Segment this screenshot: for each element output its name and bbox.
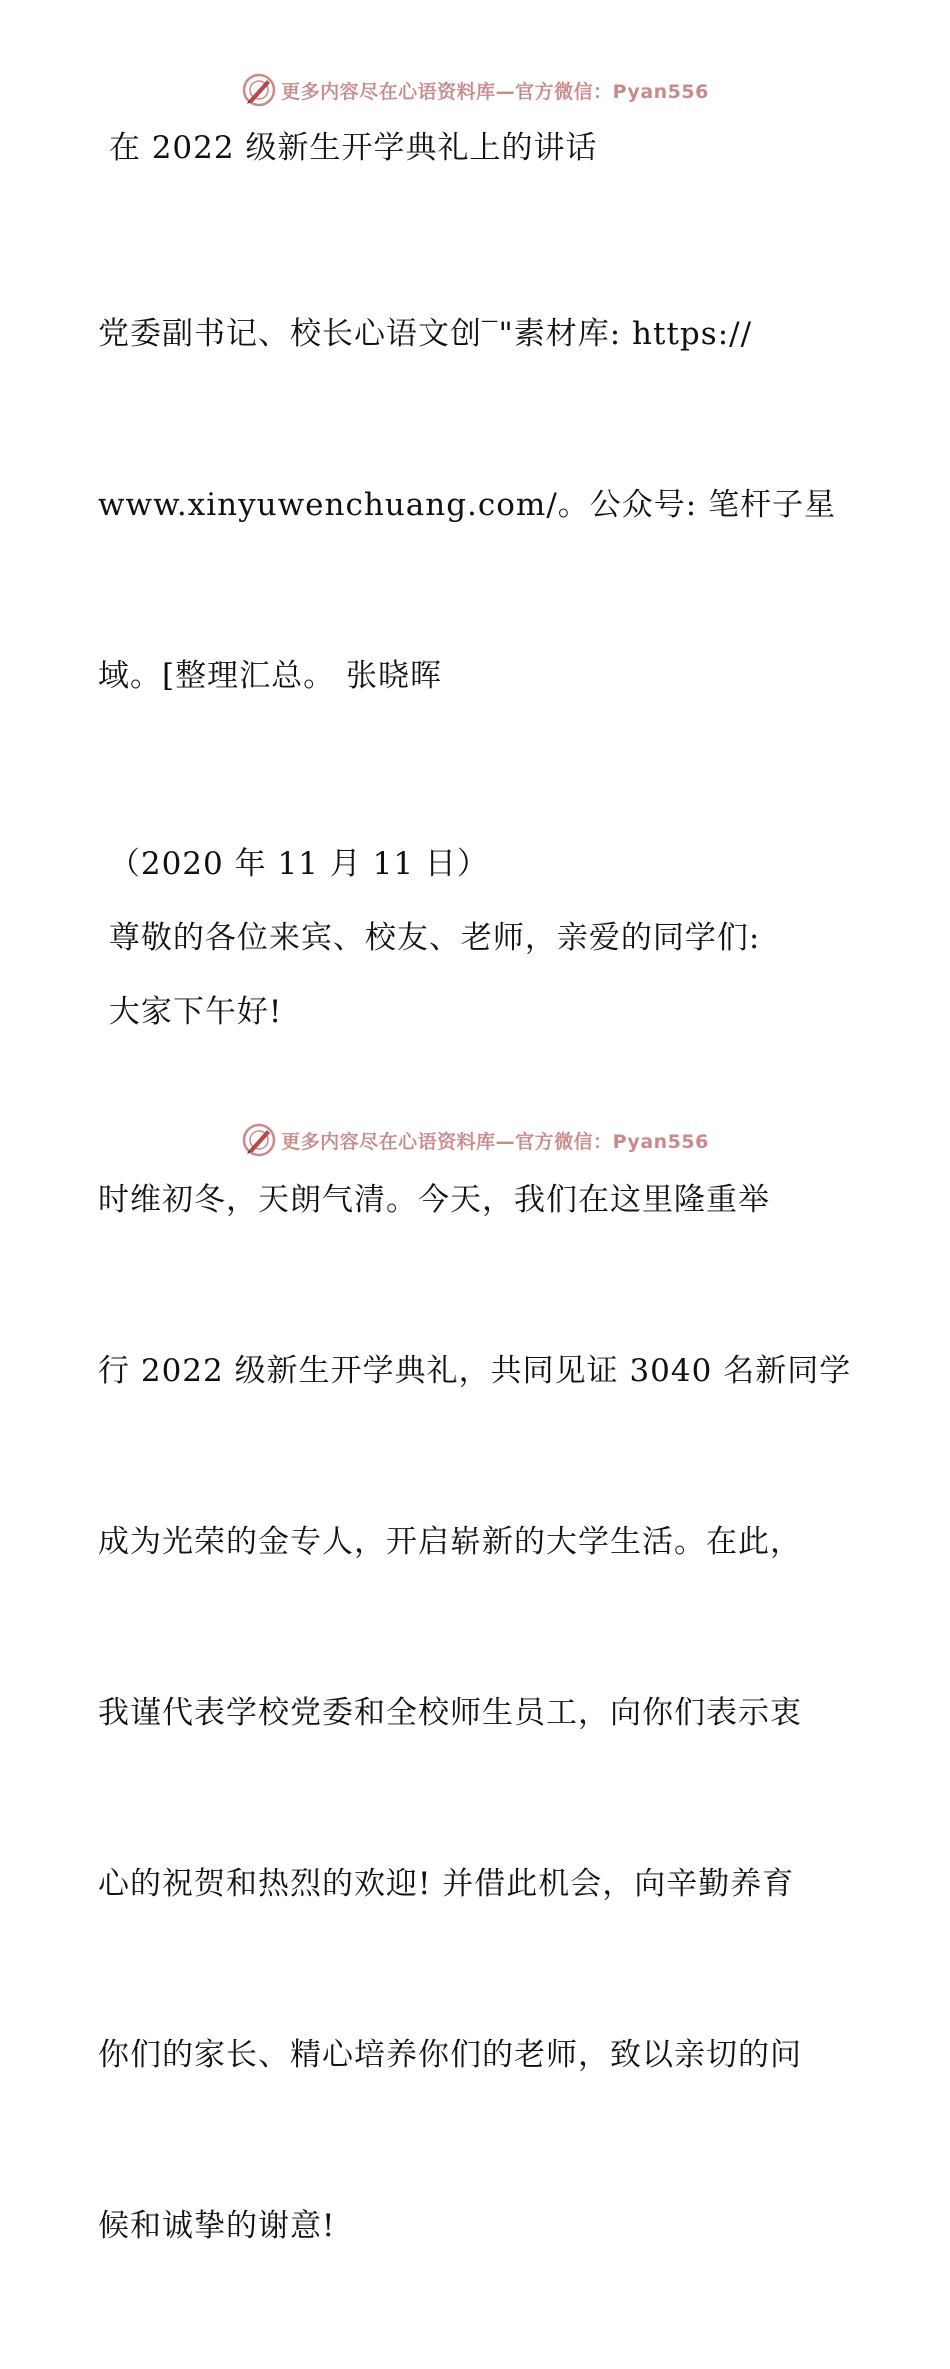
paragraph-line: 候和诚挚的谢意!: [98, 2208, 336, 2244]
paragraph-line: 心的祝贺和热烈的欢迎! 并借此机会，向辛勤养育: [98, 1866, 795, 1902]
speech-paragraph: [98, 1058, 858, 2369]
document-title: 在 2022 级新生开学典礼上的讲话: [98, 130, 598, 166]
author-line: www.xinyuwenchuang.com/。公众号: 笔杆子星: [98, 487, 837, 523]
watermark-text: 更多内容尽在心语资料库—官方微信：Pyan556: [281, 1130, 709, 1153]
paragraph-line: 时维初冬，天朗气清。今天，我们在这里隆重举: [98, 1182, 770, 1218]
watermark-text: 更多内容尽在心语资料库—官方微信：Pyan556: [281, 80, 709, 103]
salutation: 尊敬的各位来宾、校友、老师，亲爱的同学们:: [98, 920, 761, 956]
author-line: 域。[整理汇总。 张晓晖: [98, 658, 442, 694]
speech-date: （2020 年 11 月 11 日）: [98, 846, 489, 882]
footer-watermark: [0, 1120, 950, 1160]
quill-logo-icon: [241, 1122, 277, 1158]
greeting: 大家下午好!: [98, 994, 283, 1030]
paragraph-line: 我谨代表学校党委和全校师生员工，向你们表示衷: [98, 1695, 802, 1731]
paragraph-line: 成为光荣的金专人，开启崭新的大学生活。在此，: [98, 1524, 802, 1560]
paragraph-line: 行 2022 级新生开学典礼，共同见证 3040 名新同学: [98, 1353, 852, 1389]
author-info: [98, 192, 858, 819]
paragraph-line: 你们的家长、精心培养你们的老师，致以亲切的问: [98, 2037, 802, 2073]
author-line: 党委副书记、校长心语文创‾"素材库: https://: [98, 316, 753, 352]
document-body: [98, 120, 858, 2369]
quill-logo-icon: [241, 72, 277, 108]
header-watermark: [0, 70, 950, 110]
